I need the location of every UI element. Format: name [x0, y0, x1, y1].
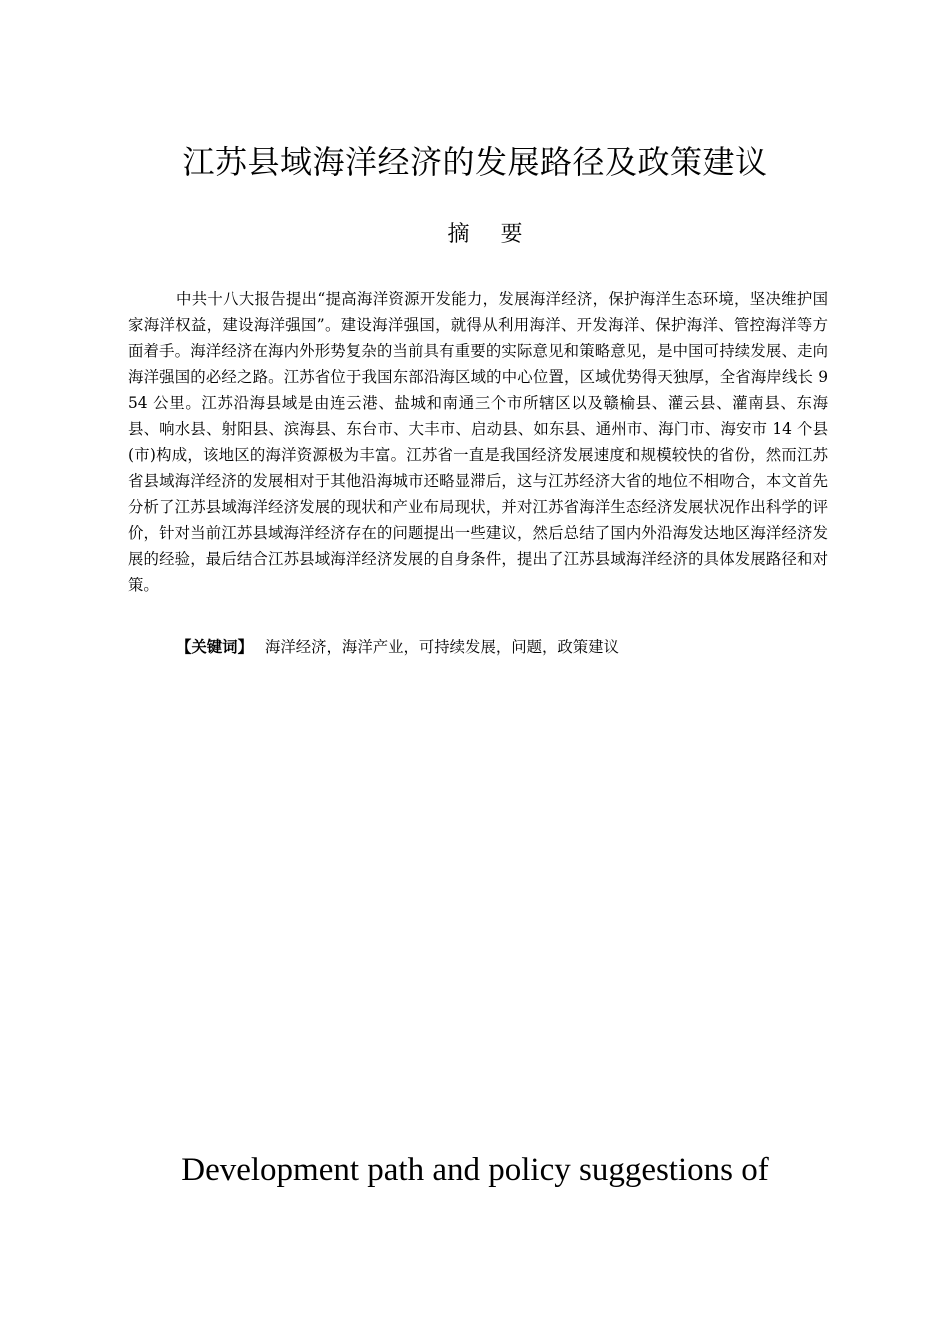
- keywords-text: 海洋经济，海洋产业，可持续发展，问题，政策建议: [264, 638, 619, 656]
- keywords-line: [176, 634, 836, 660]
- english-title: Development path and policy suggestions of: [181, 1152, 769, 1188]
- keywords-label: 【关键词】: [176, 638, 253, 656]
- abstract-body: 中共十八大报告提出“提高海洋资源开发能力，发展海洋经济，保护海洋生态环境，坚决维护国家海洋权益，建设海洋强国”。建设海洋强国，就得从利用海洋、开发海洋、保护海洋、管控海洋等方面着手。海洋经济在海内外形势复杂的当前具有重要的实际意见和策略意见，是中国可持续发展、走向海洋强国的必经之路。江苏省位于我国东部沿海区域的中心位置，区域优势得天独厚，全省海岸线长 954 公里。江苏沿海县域是由连云港、盐城和南通三个市所辖区以及赣榆县、灌云县、灌南县、东海县、响水县、射阳县、滨海县、东台市、大丰市、启动县、如东县、通州市、海门市、海安市 14 个县(市)构成，该地区的海洋资源极为丰富。江苏省一直是我国经济发展速度和规模较快的省份，然而江苏省县域海洋经济的发展相对于其他沿海城市还略显滞后，这与江苏经济大省的地位不相吻合，本文首先分析了江苏县域海洋经济发展的现状和产业布局现状，并对江苏省海洋生态经济发展状况作出科学的评价，针对当前江苏县域海洋经济存在的问题提出一些建议，然后总结了国内外沿海发达地区海洋经济发展的经验，最后结合江苏县域海洋经济发展的自身条件，提出了江苏县域海洋经济的具体发展路径和对策。: [128, 290, 828, 594]
- document-title: 江苏县域海洋经济的发展路径及政策建议: [182, 143, 768, 181]
- abstract-heading: 摘 要: [447, 222, 535, 247]
